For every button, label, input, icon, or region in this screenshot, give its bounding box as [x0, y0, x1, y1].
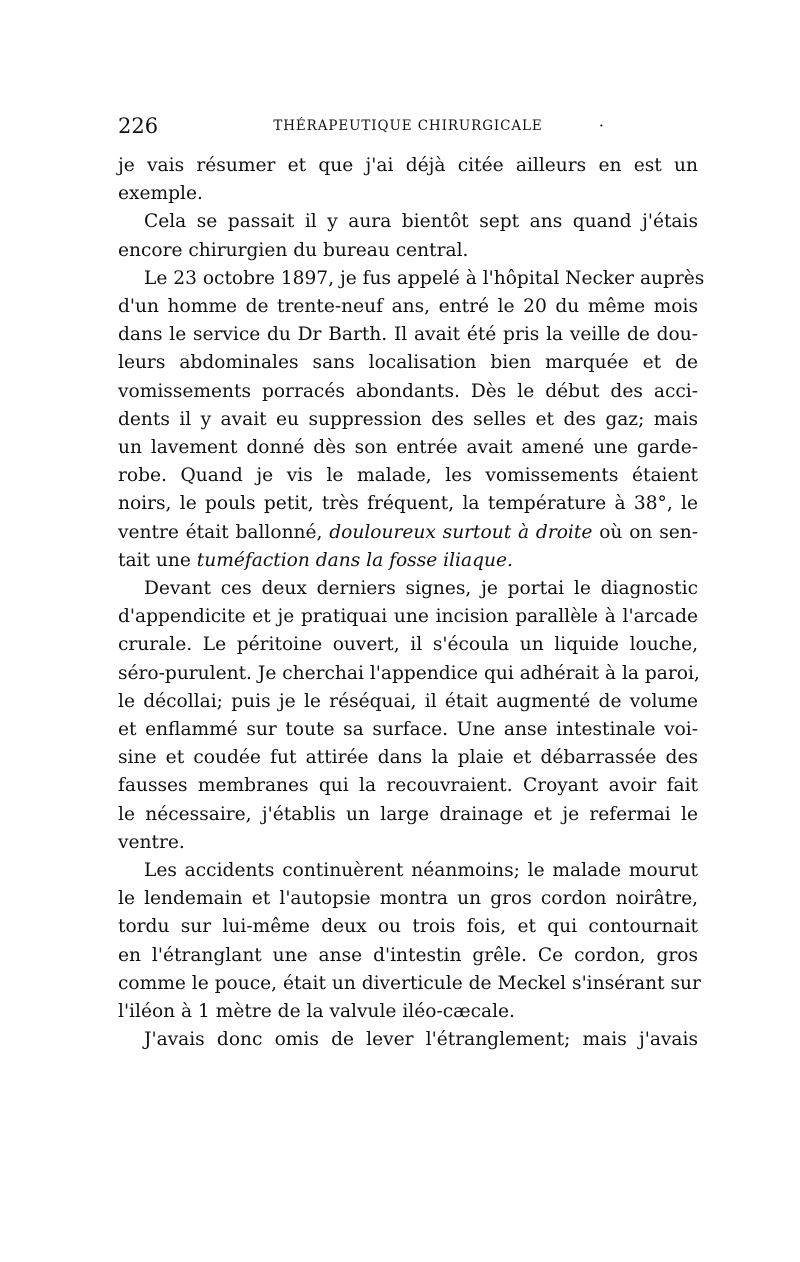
text-line: tordu sur lui-même deux ou trois fois, et qui contournait: [118, 916, 698, 938]
text-line: leurs abdominales sans localisation bien marquée et de: [118, 352, 698, 374]
paragraph-start-line: J'avais donc omis de lever l'étranglement; mais j'avais: [144, 1029, 698, 1051]
text-line: séro-purulent. Je cherchai l'appendice qui adhérait à la paroi,: [118, 662, 700, 684]
text-line: fausses membranes qui la recouvraient. Croyant avoir fait: [118, 775, 698, 797]
text-line: comme le pouce, était un diverticule de Meckel s'insérant sur: [118, 972, 701, 994]
italic-phrase: douloureux surtout à droite: [329, 521, 593, 543]
text-line-with-italic: [118, 519, 698, 547]
book-page: [118, 112, 705, 1055]
italic-phrase: tuméfaction dans la fosse iliaque.: [196, 549, 513, 571]
text-line: le lendemain et l'autopsie montra un gros cordon noirâtre,: [118, 888, 698, 910]
text-line: je vais résumer et que j'ai déjà citée ailleurs en est un: [118, 155, 698, 176]
text-line: dans le service du Dr Barth. Il avait été pris la veille de dou-: [118, 324, 698, 346]
page-number: 226: [118, 114, 159, 138]
text-line: un lavement donné dès son entrée avait amené une garde-: [118, 437, 698, 459]
paragraph-start-line: Devant ces deux derniers signes, je portai le diagnostic: [144, 578, 698, 600]
text-line: le décollai; puis je le réséquai, il était augmenté de volume: [118, 690, 698, 712]
text-line: en l'étranglant une anse d'intestin grêle. Ce cordon, gros: [118, 944, 698, 966]
paragraph-start-line: Le 23 octobre 1897, je fus appelé à l'hôpital Necker auprès: [144, 267, 705, 289]
text-line: d'un homme de trente-neuf ans, entré le 20 du même mois: [118, 296, 698, 318]
running-title: THÉRAPEUTIQUE CHIRURGICALE: [273, 118, 543, 134]
text-line: robe. Quand je vis le malade, les vomissements étaient: [118, 465, 698, 487]
paragraph-start-line: Cela se passait il y aura bientôt sept ans quand j'étais: [144, 211, 698, 233]
text-line: vomissements porracés abondants. Dès le début des acci-: [118, 380, 698, 402]
text-line: crurale. Le péritoine ouvert, il s'écoula un liquide louche,: [118, 634, 698, 656]
running-head: [118, 112, 698, 140]
text-segment: ventre était ballonné,: [118, 521, 323, 543]
text-segment: où on sen-: [599, 521, 698, 543]
text-line: encore chirurgien du bureau central.: [118, 239, 469, 261]
text-line: l'iléon à 1 mètre de la valvule iléo-cæcale.: [118, 1001, 515, 1023]
text-line: noirs, le pouls petit, très fréquent, la température à 38°, le: [118, 493, 698, 515]
text-segment: tait une: [118, 549, 191, 571]
text-line: sine et coudée fut attirée dans la plaie et débarrassée des: [118, 747, 698, 769]
header-mark: ·: [598, 116, 604, 135]
text-line-with-italic: [118, 547, 698, 575]
text-line: et enflammé sur toute sa surface. Une anse intestinale voi-: [118, 719, 698, 741]
text-line: ventre.: [118, 831, 185, 853]
text-line: le nécessaire, j'établis un large drainage et je refermai le: [118, 803, 698, 825]
text-line: dents il y avait eu suppression des selles et des gaz; mais: [118, 408, 698, 430]
paragraph-start-line: Les accidents continuèrent néanmoins; le malade mourut: [144, 860, 698, 882]
text-line: exemple.: [118, 183, 203, 205]
text-line: d'appendicite et je pratiquai une incision parallèle à l'arcade: [118, 606, 698, 628]
body-text: [118, 152, 705, 1055]
